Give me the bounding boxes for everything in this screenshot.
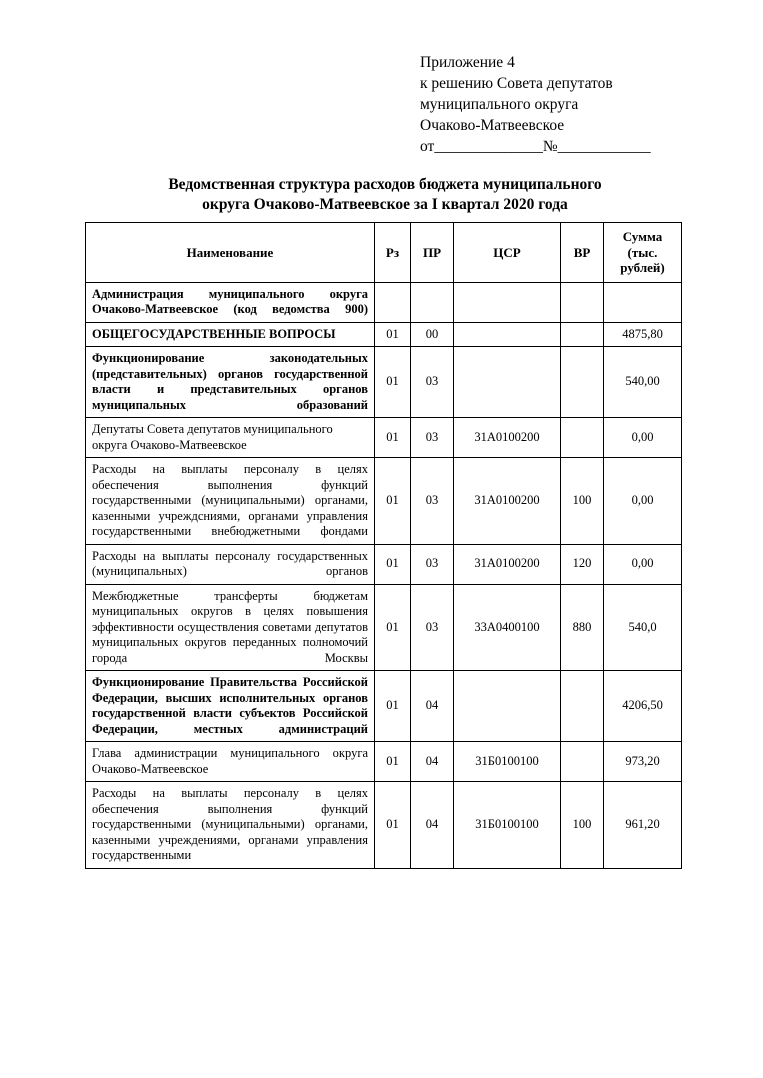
- budget-table: [85, 222, 682, 869]
- page-title: [85, 175, 685, 215]
- cell-name: Межбюджетные трансферты бюджетам муниципальных округов в целях повышения эффективности осуществления советами депутатов муниципальных округов переданных полномочий города Москвы: [86, 584, 375, 671]
- table-row: [86, 742, 682, 782]
- cell-rz: 01: [375, 322, 411, 347]
- cell-name: Администрация муниципального округа Очаково-Матвеевское (код ведомства 900): [86, 282, 375, 322]
- cell-sum: 4875,80: [604, 322, 682, 347]
- cell-csr: 33А0400100: [454, 584, 561, 671]
- cell-pr: 00: [411, 322, 454, 347]
- cell-name: Расходы на выплаты персоналу в целях обеспечения выполнения функций государственными (муниципальными) органами, казенными учреждениями, органами управления государственными: [86, 782, 375, 869]
- cell-rz: [375, 282, 411, 322]
- cell-csr: 31А0100200: [454, 418, 561, 458]
- header-line-4: Очаково-Матвеевское: [420, 117, 565, 134]
- page-title-line-1: Ведомственная структура расходов бюджета муниципального: [168, 176, 602, 193]
- cell-csr: [454, 322, 561, 347]
- cell-pr: 03: [411, 347, 454, 418]
- cell-rz: 01: [375, 742, 411, 782]
- cell-name: Глава администрации муниципального округа Очаково-Матвеевское: [86, 742, 375, 782]
- cell-sum: 0,00: [604, 544, 682, 584]
- cell-sum: 0,00: [604, 458, 682, 545]
- cell-name: Функционирование Правительства Российской Федерации, высших исполнительных органов государственной власти субъектов Российской Федерации, местных администраций: [86, 671, 375, 742]
- cell-sum: 973,20: [604, 742, 682, 782]
- column-header-sum: Сумма (тыс. рублей): [604, 223, 682, 283]
- cell-vr: 100: [561, 782, 604, 869]
- cell-pr: 04: [411, 671, 454, 742]
- cell-sum: 4206,50: [604, 671, 682, 742]
- cell-vr: [561, 742, 604, 782]
- header-line-3: муниципального округа: [420, 96, 579, 113]
- cell-name: Расходы на выплаты персоналу в целях обеспечения выполнения функций государственными (муниципальными) органами, казенными учреждсниями, органами управления государственными внебюджетными фондами: [86, 458, 375, 545]
- cell-vr: [561, 418, 604, 458]
- cell-csr: [454, 347, 561, 418]
- cell-sum: 540,00: [604, 347, 682, 418]
- cell-rz: 01: [375, 782, 411, 869]
- cell-rz: 01: [375, 671, 411, 742]
- cell-csr: [454, 671, 561, 742]
- table-row: [86, 458, 682, 545]
- cell-name: Депутаты Совета депутатов муниципального округа Очаково-Матвеевское: [86, 418, 375, 458]
- cell-rz: 01: [375, 347, 411, 418]
- column-header-csr: ЦСР: [454, 223, 561, 283]
- cell-sum: 961,20: [604, 782, 682, 869]
- table-row: [86, 584, 682, 671]
- cell-vr: 120: [561, 544, 604, 584]
- column-header-rz: Рз: [375, 223, 411, 283]
- cell-pr: 04: [411, 782, 454, 869]
- header-line-2: к решению Совета депутатов: [420, 75, 613, 92]
- cell-rz: 01: [375, 584, 411, 671]
- column-header-name: Наименование: [86, 223, 375, 283]
- cell-vr: [561, 322, 604, 347]
- table-row: [86, 782, 682, 869]
- cell-name: ОБЩЕГОСУДАРСТВЕННЫЕ ВОПРОСЫ: [86, 322, 375, 347]
- table-body: [86, 282, 682, 868]
- table-row: [86, 322, 682, 347]
- cell-vr: [561, 671, 604, 742]
- cell-name: Расходы на выплаты персоналу государственных (муниципальных) органов: [86, 544, 375, 584]
- cell-pr: [411, 282, 454, 322]
- cell-vr: 100: [561, 458, 604, 545]
- cell-pr: 03: [411, 458, 454, 545]
- cell-csr: 31Б0100100: [454, 782, 561, 869]
- cell-pr: 04: [411, 742, 454, 782]
- cell-vr: 880: [561, 584, 604, 671]
- cell-sum: 0,00: [604, 418, 682, 458]
- table-row: [86, 282, 682, 322]
- cell-name: Функционирование законодательных (представительных) органов государственной власти и представительных органов муниципальных образований: [86, 347, 375, 418]
- cell-csr: 31А0100200: [454, 458, 561, 545]
- column-header-pr: ПР: [411, 223, 454, 283]
- cell-sum: [604, 282, 682, 322]
- table-row: [86, 347, 682, 418]
- table-header-row: [86, 223, 682, 283]
- cell-rz: 01: [375, 418, 411, 458]
- cell-csr: [454, 282, 561, 322]
- header-date-number-line: от______________№____________: [420, 138, 651, 155]
- document-header: [420, 52, 720, 157]
- cell-rz: 01: [375, 458, 411, 545]
- cell-vr: [561, 347, 604, 418]
- cell-pr: 03: [411, 584, 454, 671]
- cell-csr: 31Б0100100: [454, 742, 561, 782]
- header-line-1: Приложение 4: [420, 54, 515, 71]
- table-row: [86, 671, 682, 742]
- table-row: [86, 418, 682, 458]
- cell-sum: 540,0: [604, 584, 682, 671]
- cell-pr: 03: [411, 544, 454, 584]
- cell-csr: 31А0100200: [454, 544, 561, 584]
- page-title-line-2: округа Очаково-Матвеевское за I квартал 2020 года: [202, 196, 568, 213]
- column-header-vr: ВР: [561, 223, 604, 283]
- cell-rz: 01: [375, 544, 411, 584]
- cell-vr: [561, 282, 604, 322]
- cell-pr: 03: [411, 418, 454, 458]
- table-row: [86, 544, 682, 584]
